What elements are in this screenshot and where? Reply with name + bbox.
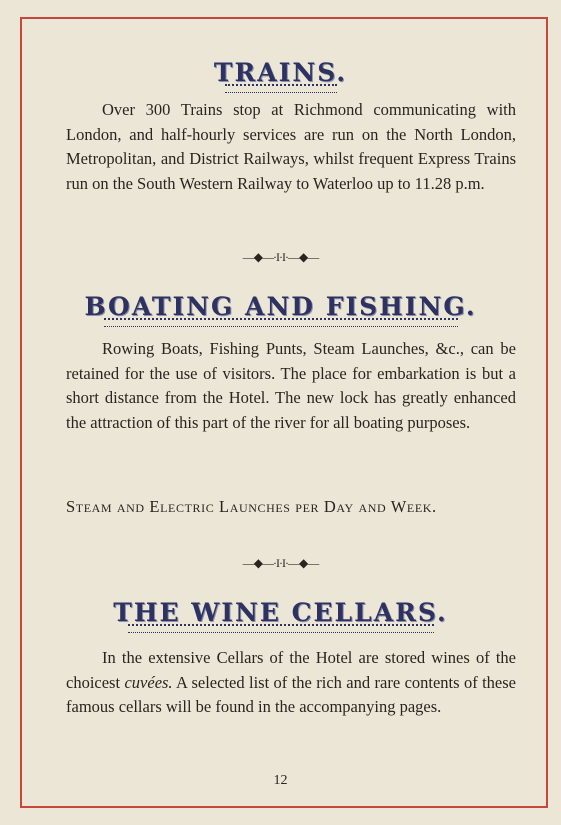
boating-paragraph: Rowing Boats, Fishing Punts, Steam Launches, &c., can be retained for the use of visitors. The place for embarkation is but a short distance from the Hotel. The new lock has greatly enhanced the attraction of this part of the river for all boating purposes. [66, 339, 516, 432]
heading-boating-text: BOATING AND FISHING. [84, 292, 477, 321]
heading-wine-text: THE WINE CELLARS. [113, 598, 448, 627]
section-divider: —◆—·I·I·—◆— [242, 250, 319, 264]
page-number: 12 [273, 773, 288, 788]
wine-text-before: In the extensive Cellars of the Hotel are stored wines of the choicest [66, 648, 516, 692]
heading-boating [0, 292, 561, 327]
wine-text-after: A selected list of the rich and rare contents of these famous cellars will be found in the accompanying pages. [66, 672, 516, 716]
heading-trains [0, 58, 561, 93]
wine-text-italic: cuvées. [124, 672, 173, 692]
heading-wine [0, 598, 561, 633]
section-divider: —◆—·I·I·—◆— [242, 556, 319, 570]
launches-line: Steam and Electric Launches per Day and Week. [66, 497, 437, 516]
wine-paragraph [66, 646, 516, 720]
heading-trains-text: TRAINS. [213, 58, 348, 87]
trains-paragraph: Over 300 Trains stop at Richmond communicating with London, and half-hourly services are run on the North London, Metropolitan, and District Railways, whilst frequent Express Trains run on the South Western Railway to Waterloo up to 11.28 p.m. [66, 100, 516, 193]
